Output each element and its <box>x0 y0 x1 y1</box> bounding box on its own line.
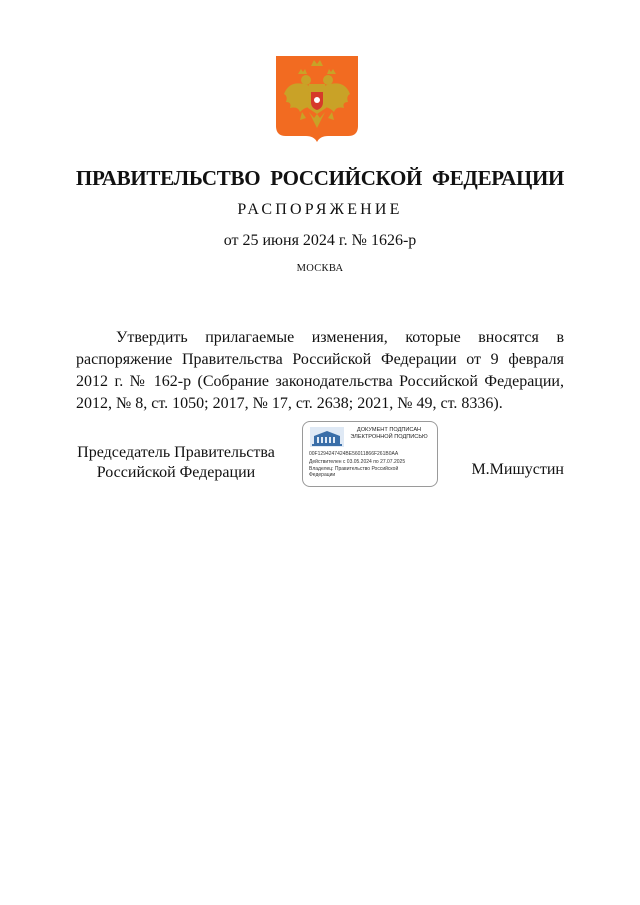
coat-of-arms-emblem <box>276 56 358 142</box>
stamp-certificate: 00F1294247424BE56011866F261B0AA <box>309 451 399 457</box>
city: МОСКВА <box>296 263 344 274</box>
building-icon <box>310 427 344 447</box>
document-type: РАСПОРЯЖЕНИЕ <box>237 201 403 218</box>
stamp-heading: ДОКУМЕНТ ПОДПИСАН ЭЛЕКТРОННОЙ ПОДПИСЬЮ <box>350 427 428 440</box>
signatory-name: М.Мишустин <box>471 461 564 478</box>
signatory-title-line2: Российской Федерации <box>96 464 256 481</box>
document-date-number: от 25 июня 2024 г. № 1626-р <box>223 232 417 249</box>
signatory-title <box>76 443 276 483</box>
stamp-owner-line1: Владелец: Правительство Российской <box>309 466 399 472</box>
government-title: ПРАВИТЕЛЬСТВО РОССИЙСКОЙ ФЕДЕРАЦИИ <box>75 166 565 190</box>
electronic-signature-stamp <box>302 421 438 487</box>
body-paragraph: Утвердить прилагаемые изменения, которые вносятся в распоряжение Правительства Российской Федерации от 9 февраля 2012 г. № 162-р (Собрание законодательства Российской Федерации, 2012, № 8, ст. 1050; 2017, № 17, ст. 2638; 2021, № 49, ст. 8336). <box>76 329 564 412</box>
stamp-owner-line2: Федерации <box>309 472 336 478</box>
stamp-validity: Действителен с 03.05.2024 по 27.07.2025 <box>309 459 406 465</box>
signatory-title-line1: Председатель Правительства <box>77 444 275 461</box>
